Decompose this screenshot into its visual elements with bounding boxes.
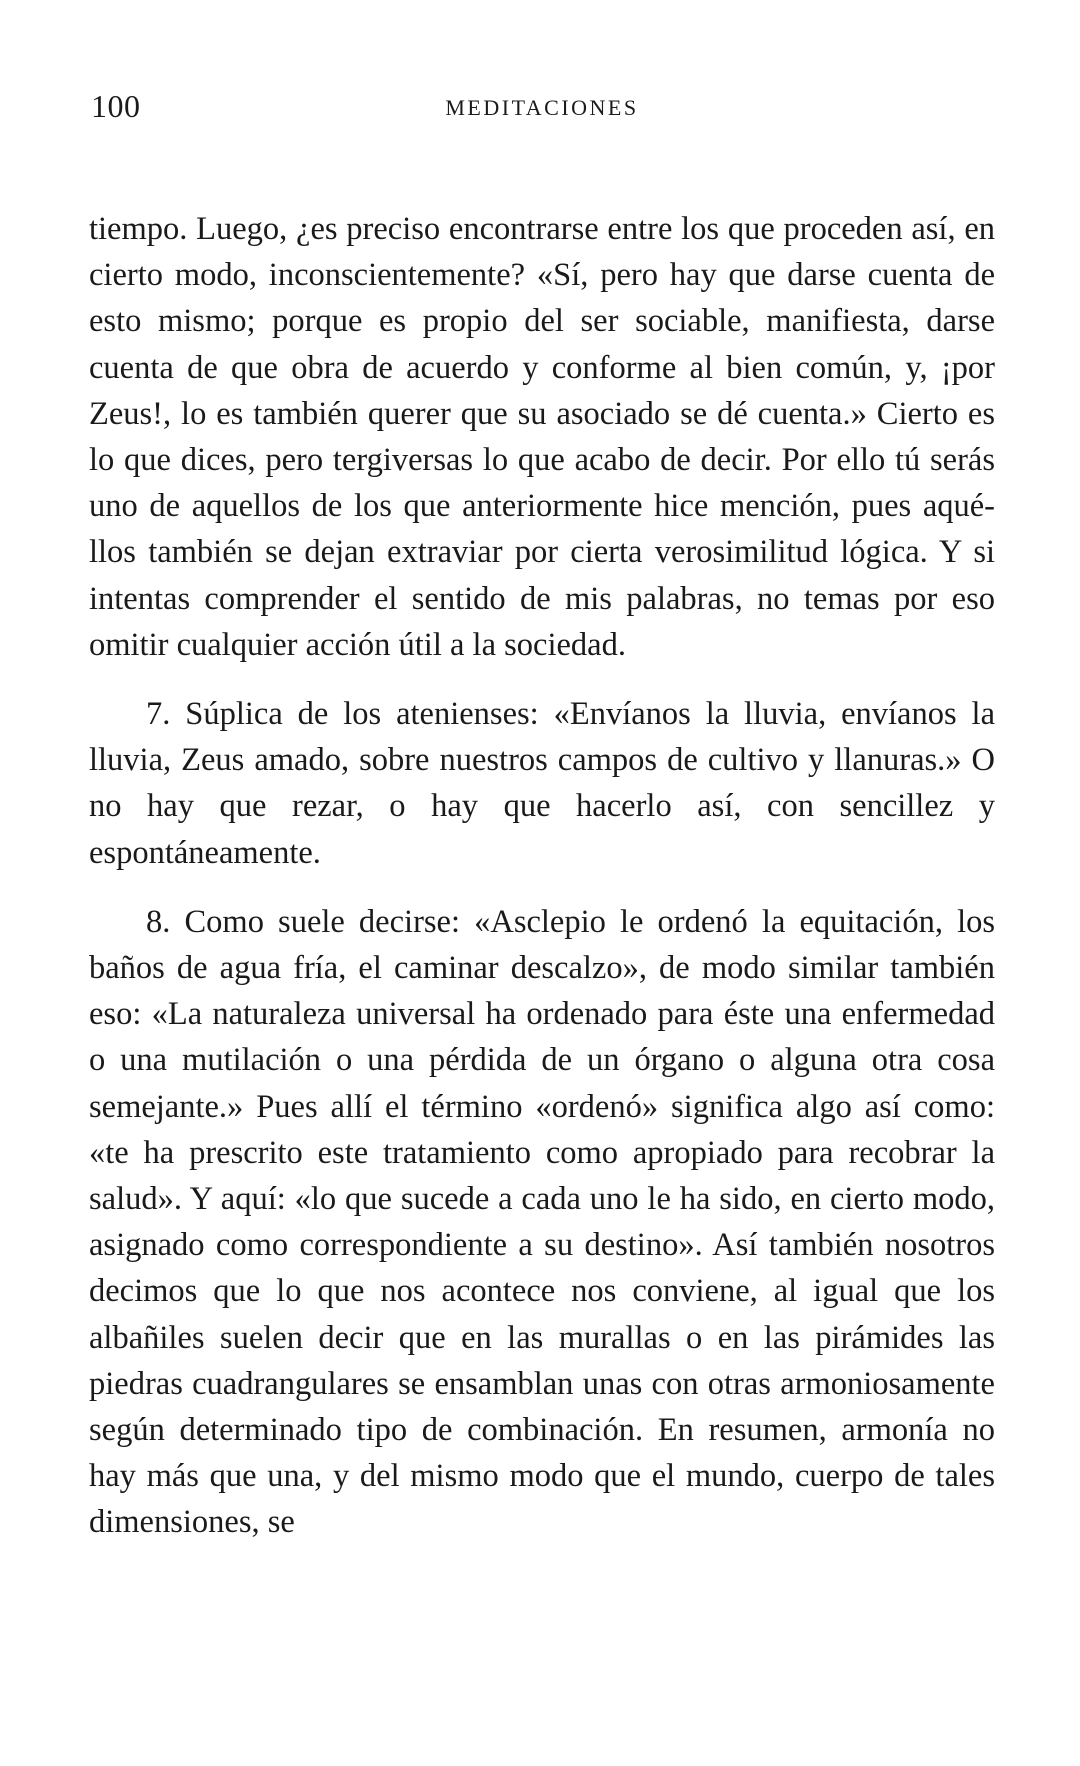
- book-page: [89, 0, 995, 1766]
- body-text: [89, 206, 995, 1546]
- running-head: [89, 86, 995, 126]
- paragraph-section-7: 7. Súplica de los atenienses: «Envíanos la lluvia, envíanos la lluvia, Zeus amado, sobre nuestros campos de cultivo y llanuras.» O no hay que rezar, o hay que hacerlo así, con sencillez y espontáneamente.: [89, 696, 995, 871]
- paragraph-continuation: tiempo. Luego, ¿es preciso encontrarse entre los que proceden así, en cierto modo, inconscientemente? «Sí, pero hay que darse cuenta de esto mismo; porque es propio del ser sociable, manifiesta, darse cuenta de que obra de acuerdo y conforme al bien común, y, ¡por Zeus!, lo es también querer que su asociado se dé cuenta.» Cierto es lo que dices, pero tergiversas lo que acabo de decir. Por ello tú serás uno de aquellos de los que anteriormente hice mención, pues aquéllos también se dejan extraviar por cierta verosimilitud lógica. Y si intentas comprender el sentido de mis palabras, no temas por eso omitir cualquier acción útil a la sociedad.: [89, 211, 995, 663]
- page-number: 100: [91, 88, 141, 124]
- book-title: MEDITACIONES: [445, 95, 639, 120]
- paragraph-section-8: 8. Como suele decirse: «Asclepio le ordenó la equitación, los baños de agua fría, el caminar descalzo», de modo similar también eso: «La naturaleza universal ha ordenado para éste una enfermedad o una mutilación o una pérdida de un órgano o alguna otra cosa semejante.» Pues allí el término «ordenó» significa algo así como: «te ha prescrito este tratamiento como apropiado para recobrar la salud». Y aquí: «lo que sucede a cada uno le ha sido, en cierto modo, asignado como correspondiente a su destino». Así también nosotros decimos que lo que nos acontece nos conviene, al igual que los albañiles suelen decir que en las murallas o en las pirámides las piedras cuadrangulares se ensamblan unas con otras armoniosamente según determinado tipo de combinación. En resumen, armonía no hay más que una, y del mismo modo que el mundo, cuerpo de tales dimensiones, se: [89, 903, 995, 1541]
